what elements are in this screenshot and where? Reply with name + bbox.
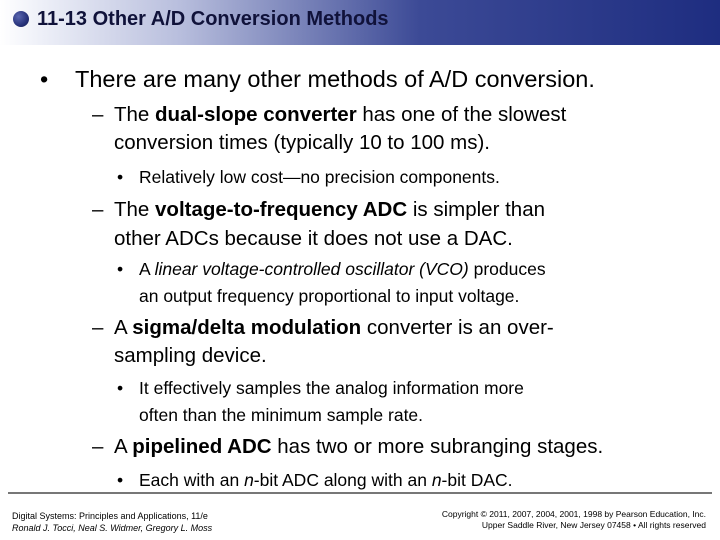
dual-slope-sub-text: Relatively low cost—no precision components. [139, 167, 500, 187]
footer-left [12, 510, 212, 534]
bullet-vtf-sub: • [117, 259, 124, 279]
dash-dual-slope: – [92, 103, 104, 126]
footer-right [442, 509, 706, 531]
vtf-line2: other ADCs because it does not use a DAC. [114, 227, 513, 250]
vtf-line1: The voltage-to-frequency ADC is simpler than [114, 198, 545, 221]
book-title: Digital Systems: Principles and Applications, 11/e [12, 511, 208, 521]
sigma-line2: sampling device. [114, 344, 267, 367]
sigma-sub-line2: often than the minimum sample rate. [139, 405, 424, 425]
vtf-term: voltage-to-frequency ADC [155, 198, 408, 221]
bullet-level1: • [40, 66, 49, 92]
pipelined-term: pipelined ADC [132, 435, 272, 458]
vtf-sub-line2: an output frequency proportional to input voltage. [139, 286, 520, 306]
bullet-dual-sub: • [117, 167, 124, 187]
dual-slope-line2: conversion times (typically 10 to 100 ms). [114, 131, 490, 154]
bullet-pipelined-sub: • [117, 470, 124, 490]
pipelined-line1: A pipelined ADC has two or more subranging stages. [114, 435, 604, 458]
footer-rule [8, 492, 712, 494]
dual-slope-line1: The dual-slope converter has one of the slowest [114, 103, 567, 126]
bullet-sigma-sub: • [117, 378, 124, 398]
sigma-line1: A sigma/delta modulation converter is an over- [114, 316, 554, 339]
bullet-main-text: There are many other methods of A/D conversion. [75, 66, 595, 92]
copyright-line: Copyright © 2011, 2007, 2004, 2001, 1998 by Pearson Education, Inc. [441, 509, 706, 519]
vtf-sub-line1: A linear voltage-controlled oscillator (VCO) produces [139, 259, 546, 279]
dash-vtf: – [92, 198, 104, 221]
sigma-term: sigma/delta modulation [132, 316, 362, 339]
vco-term: linear voltage-controlled oscillator (VCO) [154, 259, 469, 279]
dash-sigma: – [92, 316, 104, 339]
dash-pipelined: – [92, 435, 104, 458]
book-authors: Ronald J. Tocci, Neal S. Widmer, Gregory L. Moss [12, 523, 213, 533]
dual-slope-term: dual-slope converter [155, 103, 357, 126]
slide-title: 11-13 Other A/D Conversion Methods [37, 8, 389, 30]
rights-line: Upper Saddle River, New Jersey 07458 • All rights reserved [481, 520, 706, 530]
pipelined-sub-text: Each with an n-bit ADC along with an n-bit DAC. [139, 470, 513, 490]
sigma-sub-line1: It effectively samples the analog information more [139, 378, 524, 398]
